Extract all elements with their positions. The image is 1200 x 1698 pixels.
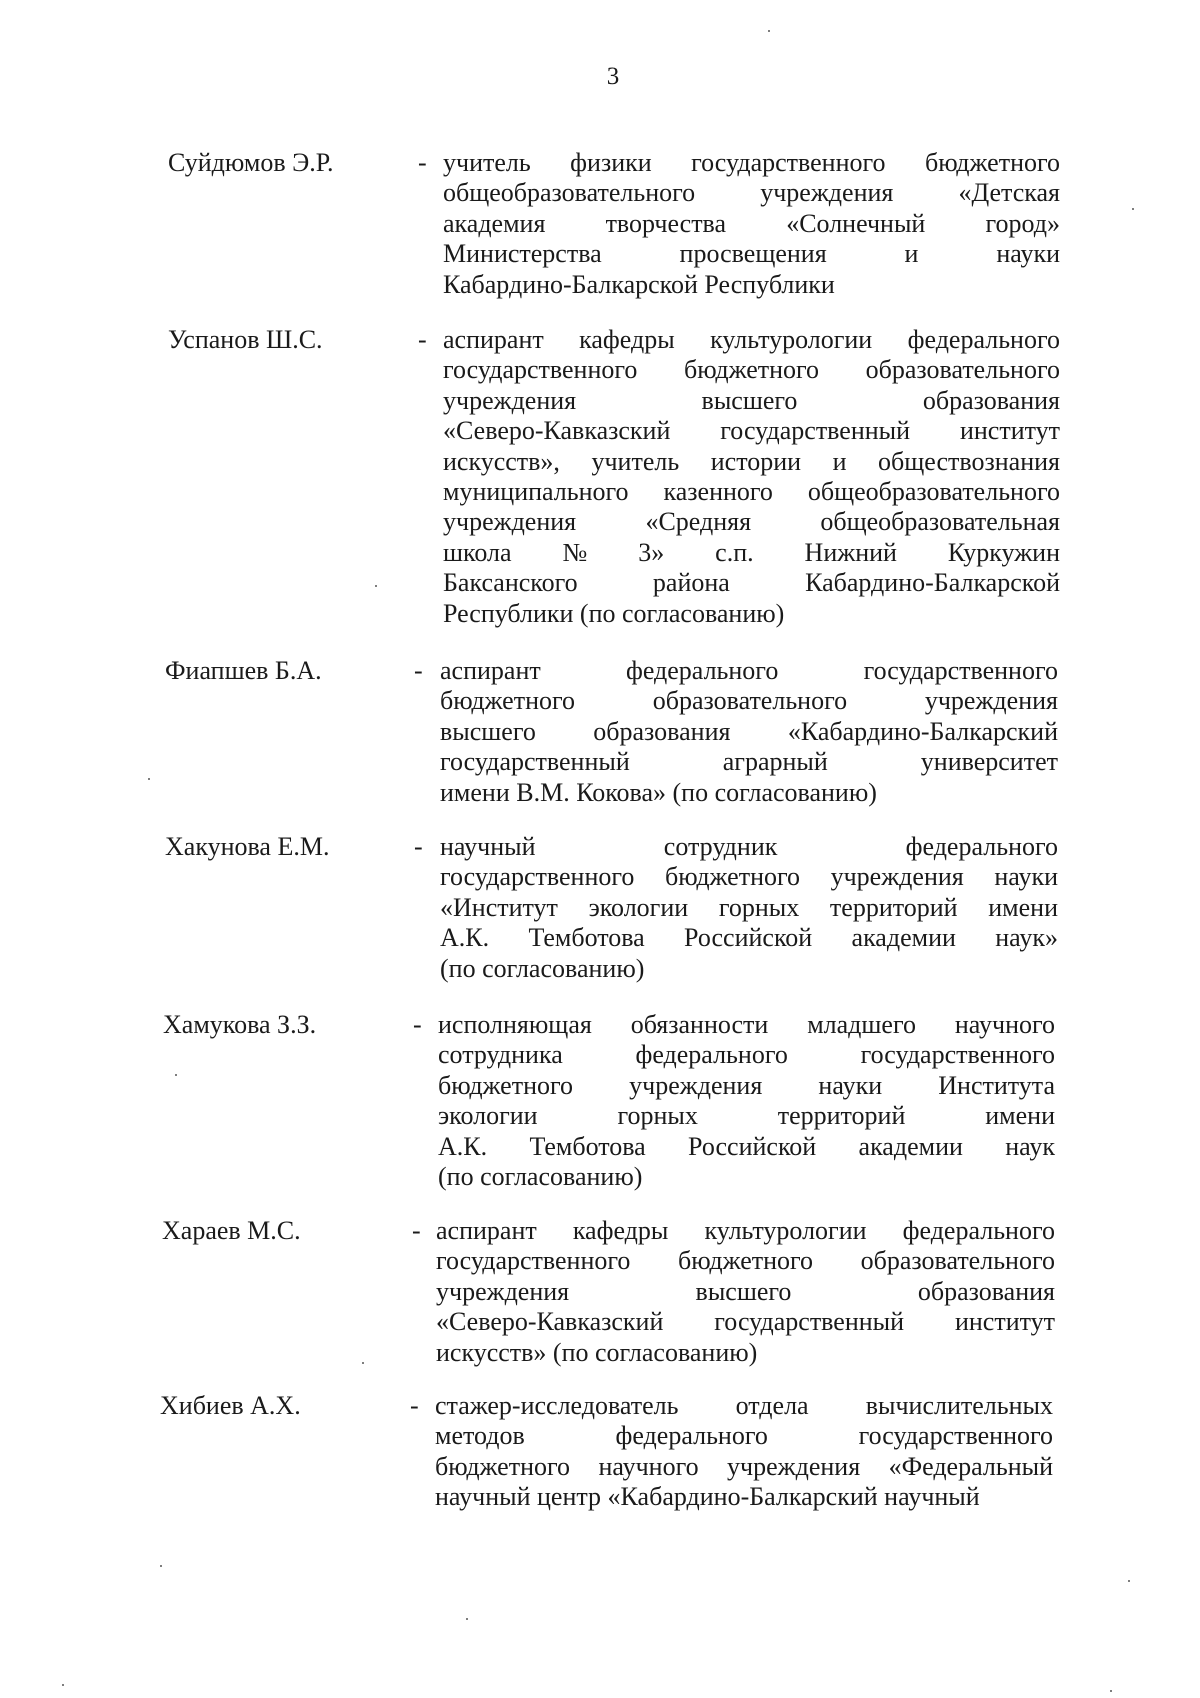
- position-text-line: (по согласованию): [440, 953, 645, 983]
- position-text-line: А.К. Темботова Российской академии наук: [438, 1131, 1055, 1161]
- scan-speck: [768, 30, 770, 32]
- scan-speck: [1128, 1580, 1130, 1582]
- position-text-line: научный сотрудник федерального: [440, 832, 1058, 861]
- position-text-line: учреждения высшего образования: [436, 1276, 1055, 1306]
- scan-speck: [148, 778, 150, 780]
- position-text-line: научный центр «Кабардино-Балкарский научный: [435, 1482, 980, 1512]
- dash-separator: -: [418, 148, 427, 177]
- position-text-line: общеобразовательного учреждения «Детская: [443, 178, 1060, 208]
- position-text-line: государственный аграрный университет: [440, 747, 1058, 777]
- scan-speck: [1132, 208, 1134, 210]
- position-text-line: (по согласованию): [438, 1162, 643, 1192]
- person-name: Суйдюмов Э.Р.: [168, 148, 334, 177]
- person-position: [443, 325, 1060, 629]
- position-text-line: А.К. Темботова Российской академии наук»: [440, 923, 1058, 953]
- position-text-line: исполняющая обязанности младшего научного: [438, 1010, 1055, 1039]
- person-name: Хараев М.С.: [162, 1216, 301, 1245]
- position-text-line: методов федерального государственного: [435, 1421, 1053, 1451]
- scan-speck: [362, 1362, 364, 1364]
- position-text-line: школа № 3» с.п. Нижний Куркужин: [443, 537, 1060, 567]
- position-text-line: бюджетного учреждения науки Института: [438, 1070, 1055, 1100]
- person-position: [438, 1010, 1055, 1192]
- person-name: Хибиев А.Х.: [160, 1391, 301, 1420]
- dash-separator: -: [414, 656, 423, 685]
- position-text-line: сотрудника федерального государственного: [438, 1040, 1055, 1070]
- position-text-line: бюджетного научного учреждения «Федеральный: [435, 1451, 1053, 1481]
- position-text-line: бюджетного образовательного учреждения: [440, 686, 1058, 716]
- position-text-line: Кабардино-Балкарской Республики: [443, 269, 835, 299]
- position-text-line: аспирант кафедры культурологии федерального: [443, 325, 1060, 354]
- position-text-line: учреждения «Средняя общеобразовательная: [443, 507, 1060, 537]
- position-text-line: искусств» (по согласованию): [436, 1337, 758, 1367]
- scan-speck: [375, 585, 377, 587]
- position-text-line: высшего образования «Кабардино-Балкарский: [440, 716, 1058, 746]
- position-text-line: имени В.М. Кокова» (по согласованию): [440, 777, 877, 807]
- dash-separator: -: [410, 1391, 419, 1420]
- scan-speck: [160, 1565, 162, 1567]
- dash-separator: -: [412, 1216, 421, 1245]
- position-text-line: аспирант федерального государственного: [440, 656, 1058, 685]
- scan-speck: [466, 1618, 468, 1620]
- person-name: Успанов Ш.С.: [168, 325, 323, 354]
- position-text-line: государственного бюджетного учреждения науки: [440, 862, 1058, 892]
- person-name: Фиапшев Б.А.: [165, 656, 322, 685]
- scan-speck: [1110, 1690, 1112, 1692]
- position-text-line: Министерства просвещения и науки: [443, 239, 1060, 269]
- position-text-line: академия творчества «Солнечный город»: [443, 208, 1060, 238]
- person-position: [443, 148, 1060, 300]
- position-text-line: искусств», учитель истории и обществознания: [443, 446, 1060, 476]
- position-text-line: «Институт экологии горных территорий имени: [440, 892, 1058, 922]
- position-text-line: стажер-исследователь отдела вычислительных: [435, 1391, 1053, 1420]
- dash-separator: -: [418, 325, 427, 354]
- position-text-line: «Северо-Кавказский государственный институт: [443, 416, 1060, 446]
- scan-speck: [62, 1684, 64, 1686]
- position-text-line: Баксанского района Кабардино-Балкарской: [443, 568, 1060, 598]
- person-position: [436, 1216, 1055, 1368]
- position-text-line: учитель физики государственного бюджетного: [443, 148, 1060, 177]
- position-text-line: учреждения высшего образования: [443, 385, 1060, 415]
- person-position: [440, 832, 1058, 984]
- person-position: [440, 656, 1058, 808]
- position-text-line: Республики (по согласованию): [443, 598, 785, 628]
- dash-separator: -: [413, 1010, 422, 1039]
- page-number: 3: [606, 63, 620, 90]
- dash-separator: -: [414, 832, 423, 861]
- person-name: Хакунова Е.М.: [165, 832, 330, 861]
- person-position: [435, 1391, 1053, 1513]
- position-text-line: муниципального казенного общеобразовательного: [443, 477, 1060, 507]
- person-name: Хамукова З.З.: [163, 1010, 317, 1039]
- scan-speck: [175, 1074, 177, 1076]
- position-text-line: государственного бюджетного образовательного: [436, 1246, 1055, 1276]
- position-text-line: аспирант кафедры культурологии федерального: [436, 1216, 1055, 1245]
- position-text-line: государственного бюджетного образовательного: [443, 355, 1060, 385]
- position-text-line: экологии горных территорий имени: [438, 1101, 1055, 1131]
- position-text-line: «Северо-Кавказский государственный институт: [436, 1307, 1055, 1337]
